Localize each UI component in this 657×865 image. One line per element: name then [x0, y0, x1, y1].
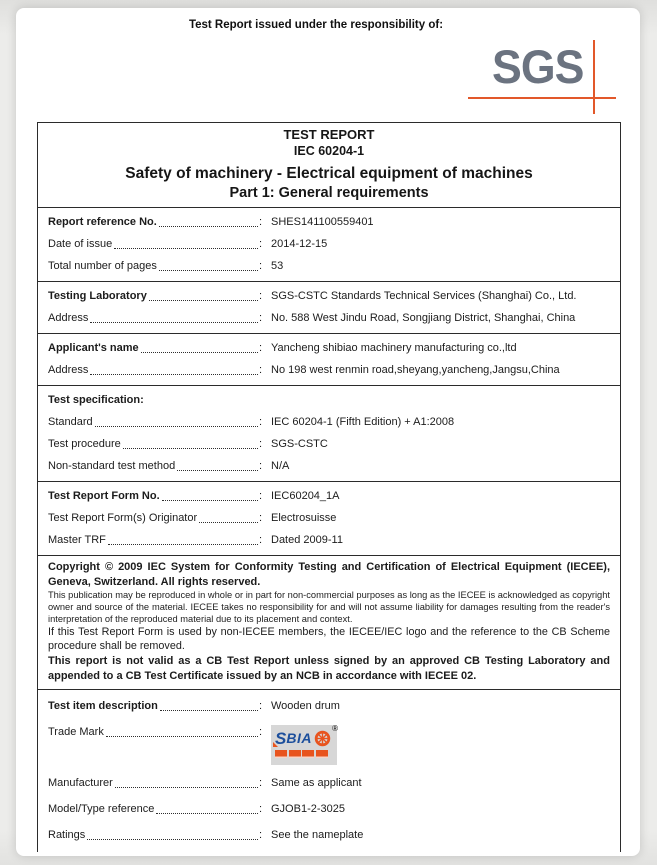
table-row-trade-mark	[38, 719, 620, 770]
row-value: See the nameplate	[271, 829, 364, 841]
issued-under-note: Test Report issued under the responsibility of:	[188, 19, 444, 31]
section-heading: Test specification:	[48, 394, 144, 406]
sgs-logo-text: SGS	[492, 40, 584, 93]
section-copyright	[38, 555, 620, 689]
trademark-character-blocks	[275, 750, 333, 758]
row-label: Applicant's name	[48, 342, 139, 354]
colon: :	[258, 290, 262, 302]
leader-dots	[90, 362, 258, 375]
row-label: Master TRF	[48, 534, 106, 546]
leader-dots	[114, 236, 258, 249]
row-value: SGS-CSTC	[271, 438, 328, 450]
row-label: Total number of pages	[48, 260, 157, 272]
row-label: Test procedure	[48, 438, 121, 450]
row-value: IEC60204_1A	[271, 490, 340, 502]
leader-dots	[108, 532, 258, 545]
row-label: Test Report Form(s) Originator	[48, 512, 198, 524]
table-row-applicant-address	[38, 359, 620, 381]
trademark-letters-bia: BIA	[286, 730, 312, 746]
row-label: Date of issue	[48, 238, 113, 250]
table-row-trf-originator	[38, 507, 620, 529]
row-label: Standard	[48, 416, 93, 428]
row-label: Report reference No.	[48, 216, 157, 228]
colon: :	[258, 216, 262, 228]
row-value: Dated 2009-11	[271, 534, 343, 546]
report-table	[37, 122, 621, 852]
colon: :	[258, 312, 262, 324]
colon: :	[258, 416, 262, 428]
title-standard-name: Safety of machinery - Electrical equipment of machines	[125, 165, 533, 182]
leader-dots	[162, 488, 258, 501]
table-row-date-of-issue	[38, 233, 620, 255]
sgs-logo	[468, 40, 624, 122]
section-report-identification	[38, 207, 620, 281]
table-row-test-spec-heading	[38, 389, 620, 411]
report-page	[16, 8, 640, 856]
row-label: Model/Type reference	[48, 803, 155, 815]
leader-dots	[141, 340, 258, 353]
row-label: Trade Mark	[48, 726, 104, 738]
row-value: Wooden drum	[271, 700, 340, 712]
row-label: Manufacturer	[48, 777, 113, 789]
leader-dots	[87, 827, 258, 840]
leader-dots	[199, 510, 258, 523]
table-row-trf-no	[38, 485, 620, 507]
table-row-standard	[38, 411, 620, 433]
trademark-wheel-icon	[314, 730, 331, 747]
leader-dots	[106, 724, 258, 737]
row-value: 53	[271, 260, 284, 272]
row-label: Non-standard test method	[48, 460, 176, 472]
leader-dots	[115, 775, 258, 788]
row-value: SGS-CSTC Standards Technical Services (Shanghai) Co., Ltd.	[271, 290, 577, 302]
row-value: N/A	[271, 460, 290, 472]
row-value: No 198 west renmin road,sheyang,yancheng,Jangsu,China	[271, 364, 560, 376]
leader-dots	[159, 214, 258, 227]
colon: :	[258, 490, 262, 502]
colon: :	[258, 777, 262, 789]
table-row-model-type	[38, 796, 620, 822]
trademark-logo	[271, 725, 337, 765]
colon: :	[258, 803, 262, 815]
row-label: Ratings	[48, 829, 86, 841]
table-row-total-pages	[38, 255, 620, 277]
row-value: Electrosuisse	[271, 512, 337, 524]
copyright-validity-note: This report is not valid as a CB Test Report unless signed by an approved CB Testing Laboratory and appended to a CB Test Certificate issued by an NCB in accordance with IECEE 02.	[48, 655, 610, 682]
section-applicant	[38, 333, 620, 385]
table-row-lab-address	[38, 307, 620, 329]
leader-dots	[95, 414, 258, 427]
table-row-ratings	[38, 822, 620, 848]
leader-dots	[160, 698, 258, 711]
leader-dots	[149, 288, 258, 301]
section-testing-laboratory	[38, 281, 620, 333]
row-value: 2014-12-15	[271, 238, 328, 250]
colon: :	[258, 460, 262, 472]
colon: :	[258, 342, 262, 354]
colon: :	[258, 829, 262, 841]
leader-dots	[90, 310, 258, 323]
colon: :	[258, 238, 262, 250]
section-test-report-form	[38, 481, 620, 555]
colon: :	[258, 534, 262, 546]
leader-dots	[123, 436, 258, 449]
trademark-letter-s: S	[275, 728, 287, 748]
table-row-test-procedure	[38, 433, 620, 455]
table-row-non-standard-method	[38, 455, 620, 477]
leader-dots	[156, 801, 258, 814]
row-label: Test item description	[48, 700, 158, 712]
row-value: Yancheng shibiao machinery manufacturing co.,ltd	[271, 342, 517, 354]
row-value: IEC 60204-1 (Fifth Edition) + A1:2008	[271, 416, 455, 428]
table-row-testing-lab	[38, 285, 620, 307]
sgs-logo-vertical-line	[593, 40, 595, 114]
table-row-report-ref	[38, 211, 620, 233]
colon: :	[258, 260, 262, 272]
section-test-item	[38, 689, 620, 852]
colon: :	[258, 512, 262, 524]
title-block	[38, 123, 620, 207]
section-test-specification	[38, 385, 620, 481]
leader-dots	[159, 258, 258, 271]
colon: :	[258, 438, 262, 450]
colon: :	[258, 726, 262, 738]
row-value: GJOB1-2-3025	[271, 803, 345, 815]
row-label: Test Report Form No.	[48, 490, 160, 502]
title-part: Part 1: General requirements	[229, 185, 429, 201]
row-value: SHES141100559401	[271, 216, 374, 228]
row-label: Testing Laboratory	[48, 290, 147, 302]
copyright-removal-note: If this Test Report Form is used by non-IECEE members, the IECEE/IEC logo and the reference to the CB Scheme procedure shall be removed.	[48, 626, 610, 652]
registered-trademark-symbol: ®	[332, 724, 338, 733]
row-label: Address	[48, 364, 89, 376]
copyright-fine-print: This publication may be reproduced in whole or in part for non-commercial purposes as long as the IECEE is acknowledged as copyright owner and source of the material. IECEE takes no responsibility for and will not assume liability for damages resulting from the reader's interpretation of the reproduced material due to its placement and context.	[48, 590, 610, 624]
table-row-applicant-name	[38, 337, 620, 359]
copyright-statement: Copyright © 2009 IEC System for Conformity Testing and Certification of Electrical Equipment (IECEE), Geneva, Switzerland. All rights reserved.	[48, 561, 610, 588]
leader-dots	[177, 458, 258, 471]
table-row-test-item-description	[38, 693, 620, 719]
colon: :	[258, 364, 262, 376]
title-test-report: TEST REPORT	[283, 127, 375, 142]
row-value: No. 588 West Jindu Road, Songjiang District, Shanghai, China	[271, 312, 576, 324]
table-row-manufacturer	[38, 770, 620, 796]
row-label: Address	[48, 312, 89, 324]
colon: :	[258, 700, 262, 712]
table-row-master-trf	[38, 529, 620, 551]
row-value: Same as applicant	[271, 777, 362, 789]
title-standard-number: IEC 60204-1	[293, 144, 365, 158]
